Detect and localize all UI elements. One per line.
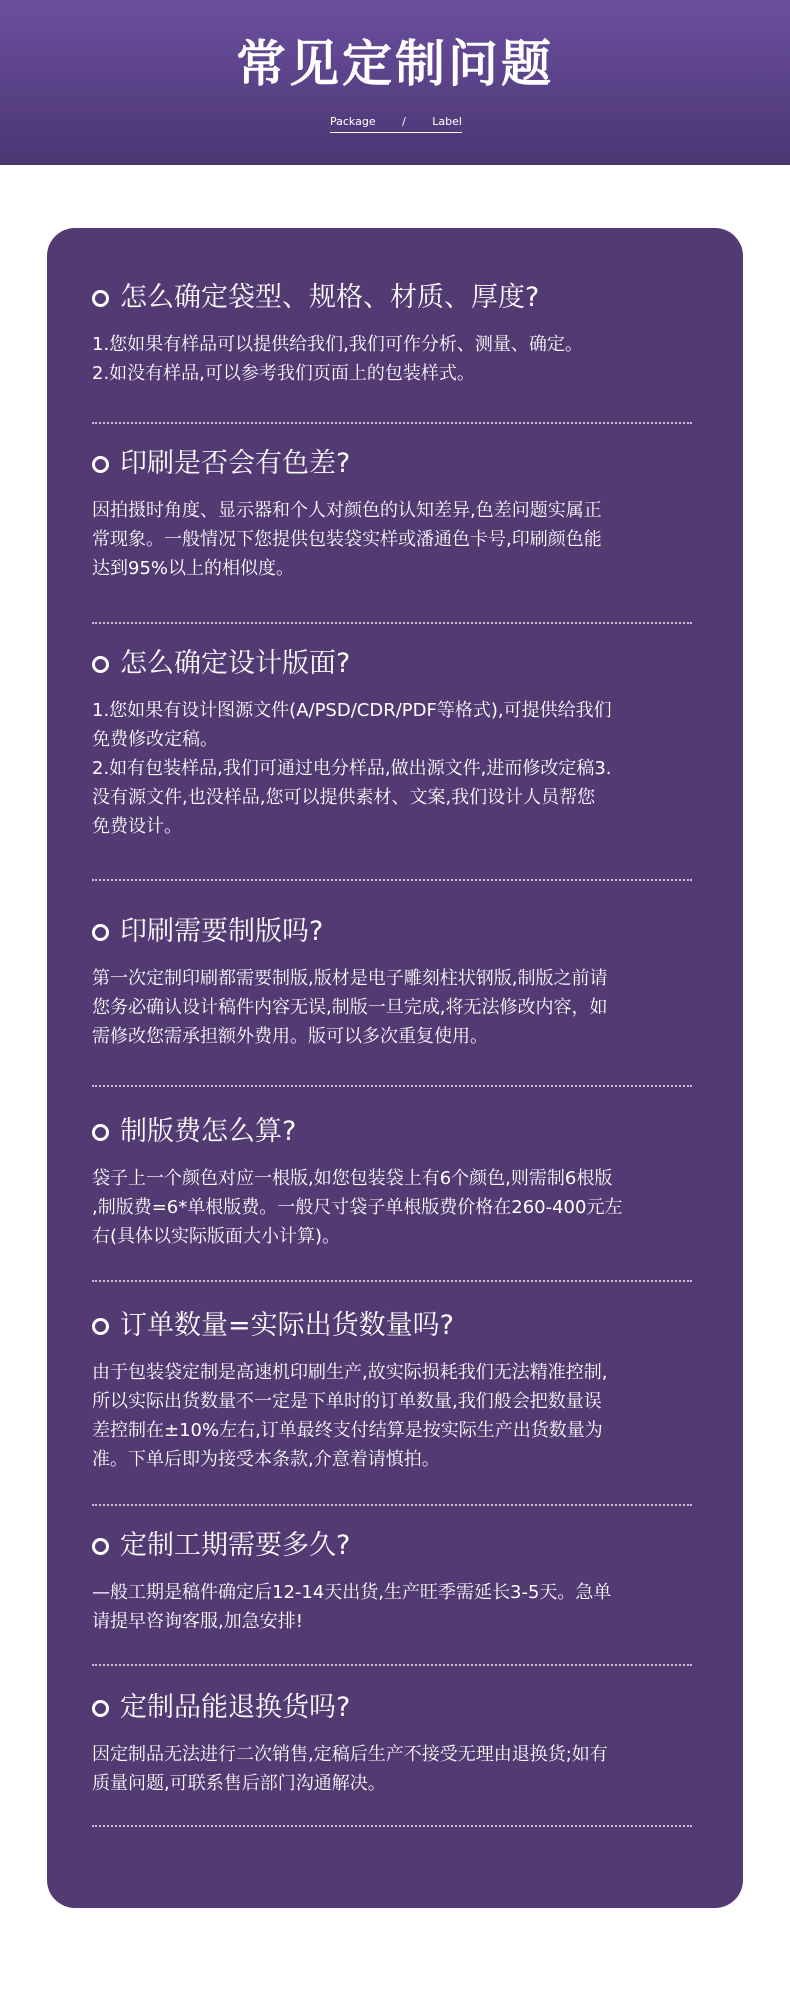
faq-answer-line: 1.您如果有设计图源文件(A/PSD/CDR/PDF等格式),可提供给我们: [92, 700, 612, 721]
faq-question: [92, 1528, 692, 1564]
header-subtitle: [330, 110, 462, 133]
faq-divider: [92, 879, 692, 881]
faq-item: [92, 1308, 692, 1474]
faq-answer-line: 常现象。一般情况下您提供包装袋实样或潘通色卡号,印刷颜色能: [92, 529, 602, 550]
faq-answer-line: ,制版费=6*单根版费。一般尺寸袋子单根版费价格在260-400元左: [92, 1197, 623, 1218]
circle-bullet-icon: [92, 924, 109, 941]
faq-answer: [92, 696, 692, 841]
faq-answer-line: 您务必确认设计稿件内容无误,制版一旦完成,将无法修改内容，如: [92, 997, 608, 1018]
faq-answer: [92, 330, 692, 388]
header-sub-right: Label: [432, 114, 462, 128]
faq-question: [92, 1114, 692, 1150]
faq-answer-line: 右(具体以实际版面大小计算)。: [92, 1226, 341, 1247]
faq-answer-line: 2.如没有样品,可以参考我们页面上的包装样式。: [92, 363, 475, 384]
faq-item: [92, 280, 692, 388]
faq-answer-line: 由于包装袋定制是高速机印刷生产,故实际损耗我们无法精准控制,: [92, 1362, 608, 1383]
faq-divider: [92, 622, 692, 624]
circle-bullet-icon: [92, 1538, 109, 1555]
faq-item: [92, 1114, 692, 1251]
faq-item: [92, 914, 692, 1051]
faq-question: [92, 1690, 692, 1726]
faq-question-text: 怎么确定设计版面?: [120, 648, 351, 679]
header-sub-left: Package: [330, 114, 376, 128]
faq-answer: [92, 1578, 692, 1636]
faq-answer-line: 1.您如果有样品可以提供给我们,我们可作分析、测量、确定。: [92, 334, 583, 355]
faq-answer-line: 需修改您需承担额外费用。版可以多次重复使用。: [92, 1026, 488, 1047]
faq-divider: [92, 1280, 692, 1282]
faq-answer: [92, 964, 692, 1051]
circle-bullet-icon: [92, 656, 109, 673]
faq-answer: [92, 1358, 692, 1474]
circle-bullet-icon: [92, 1318, 109, 1335]
faq-divider: [92, 1504, 692, 1506]
faq-question-text: 怎么确定袋型、规格、材质、厚度?: [120, 282, 540, 313]
faq-question: [92, 1308, 692, 1344]
faq-item: [92, 1528, 692, 1636]
faq-answer-line: 免费修改定稿。: [92, 729, 218, 750]
faq-question: [92, 914, 692, 950]
faq-answer-line: 准。下单后即为接受本条款,介意着请慎拍。: [92, 1449, 440, 1470]
faq-answer-line: 所以实际出货数量不一定是下单时的订单数量,我们般会把数量误: [92, 1391, 602, 1412]
circle-bullet-icon: [92, 1124, 109, 1141]
faq-item: [92, 446, 692, 583]
faq-divider: [92, 422, 692, 424]
faq-answer-line: 第一次定制印刷都需要制版,版材是电子雕刻柱状钢版,制版之前请: [92, 968, 608, 989]
faq-answer-line: 没有源文件,也没样品,您可以提供素材、文案,我们设计人员帮您: [92, 787, 596, 808]
faq-question-text: 定制工期需要多久?: [120, 1530, 351, 1561]
faq-answer-line: 袋子上一个颜色对应一根版,如您包装袋上有6个颜色,则需制6根版: [92, 1168, 613, 1189]
faq-answer: [92, 1164, 692, 1251]
faq-question-text: 定制品能退换货吗?: [120, 1692, 351, 1723]
faq-answer-line: 差控制在±10%左右,订单最终支付结算是按实际生产出货数量为: [92, 1420, 603, 1441]
faq-question: [92, 280, 692, 316]
page-title: 常见定制问题: [236, 35, 554, 93]
faq-answer-line: 质量问题,可联系售后部门沟通解决。: [92, 1773, 386, 1794]
faq-divider: [92, 1825, 692, 1827]
faq-question-text: 订单数量=实际出货数量吗?: [120, 1310, 454, 1341]
faq-answer-line: 请提早咨询客服,加急安排!: [92, 1611, 303, 1632]
circle-bullet-icon: [92, 290, 109, 307]
faq-answer-line: 达到95%以上的相似度。: [92, 558, 295, 579]
faq-answer-line: 因定制品无法进行二次销售,定稿后生产不接受无理由退换货;如有: [92, 1744, 608, 1765]
faq-question-text: 印刷是否会有色差?: [120, 448, 351, 479]
faq-question-text: 制版费怎么算?: [120, 1116, 297, 1147]
faq-question: [92, 646, 692, 682]
faq-answer: [92, 1740, 692, 1798]
faq-divider: [92, 1664, 692, 1666]
faq-answer-line: 因拍摄时角度、显示器和个人对颜色的认知差异,色差问题实属正: [92, 500, 602, 521]
circle-bullet-icon: [92, 456, 109, 473]
faq-answer: [92, 496, 692, 583]
page-header: [0, 0, 790, 165]
faq-divider: [92, 1085, 692, 1087]
faq-item: [92, 1690, 692, 1798]
faq-answer-line: 2.如有包装样品,我们可通过电分样品,做出源文件,进而修改定稿3.: [92, 758, 612, 779]
faq-question: [92, 446, 692, 482]
header-sub-separator: /: [402, 114, 406, 128]
faq-item: [92, 646, 692, 841]
faq-question-text: 印刷需要制版吗?: [120, 916, 324, 947]
faq-card: [47, 228, 743, 1908]
circle-bullet-icon: [92, 1700, 109, 1717]
faq-answer-line: —般工期是稿件确定后12-14天出货,生产旺季需延长3-5天。急单: [92, 1582, 612, 1603]
faq-answer-line: 免费设计。: [92, 816, 182, 837]
